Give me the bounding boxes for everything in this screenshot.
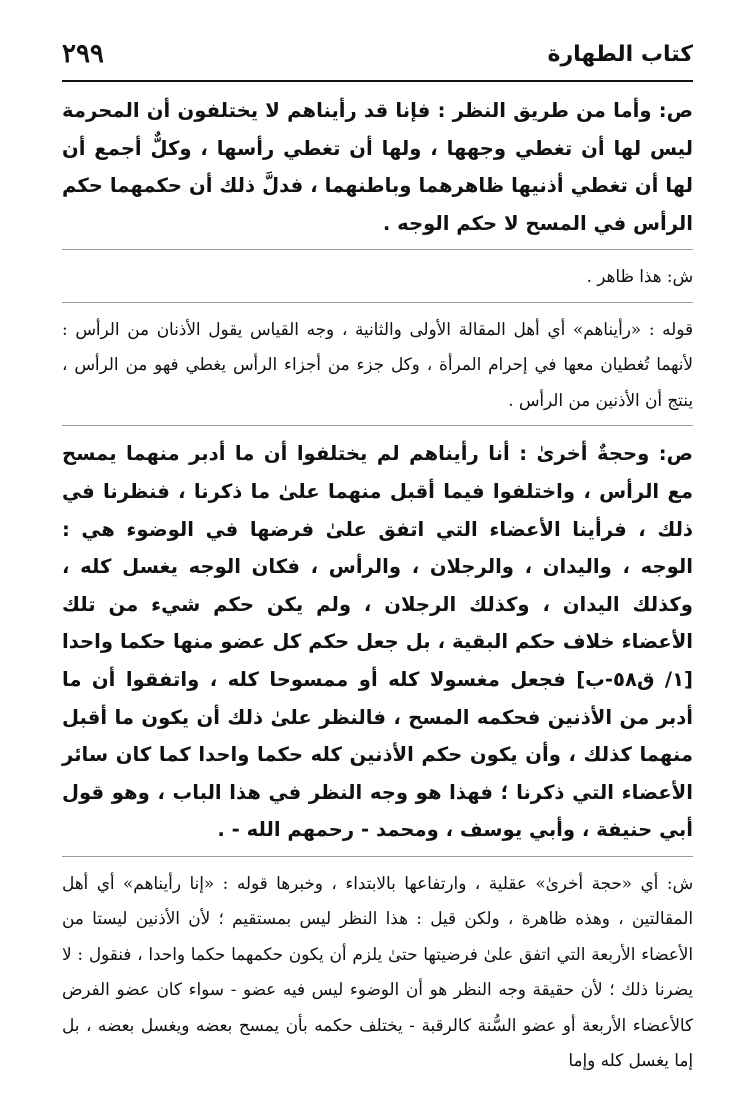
page-body [62,92,693,1079]
sharh-paragraph: ش: هذا ظاهر . [586,266,693,287]
matn-paragraph: ص: وحجةٌ أخرىٰ : أنا رأيناهم لم يختلفوا أن ما أدبر منهما يمسح مع الرأس ، واختلفوا فيما أقبل منهما علىٰ ما ذكرنا ، فنظرنا في ذلك ، فرأينا الأعضاء التي اتفق علىٰ فرضها في الوضوء هي : الوجه ، واليدان ، والرجلان ، والرأس ، فكان الوجه يغسل كله ، وكذلك اليدان ، وكذلك الرجلان ، ولم يكن حكم شيء من تلك الأعضاء خلاف حكم البقية ، بل جعل حكم كل عضو منها حكما واحدا [١/ ق٥٨-ب] فجعل مغسولا كله أو ممسوحا كله ، واتفقوا أن ما أدبر من الأذنين فحكمه المسح ، فالنظر علىٰ ذلك أن يكون ما أقبل منهما كذلك ، وأن يكون حكم الأذنين كله حكما واحدا كما كان سائر الأعضاء التي ذكرنا ؛ فهذا هو وجه النظر في هذا الباب ، وهو قول أبي حنيفة ، وأبي يوسف ، ومحمد - رحمهم الله - . [62,442,693,842]
section-divider [62,856,693,857]
page-header [62,34,693,82]
section-divider [62,425,693,426]
matn-paragraph: ص: وأما من طريق النظر : فإنا قد رأيناهم لا يختلفون أن المحرمة ليس لها أن تغطي وجهها ، ولها أن تغطي رأسها ، وكلٌّ أجمع أن لها أن تغطي أذنيها ظاهرهما وباطنهما ، فدلَّ ذلك أن حكمهما حكم الرأس في المسح لا حكم الوجه . [62,99,693,235]
running-title: كتاب الطهارة [547,42,693,67]
section-divider [62,249,693,250]
sharh-paragraph: ش: أي «حجة أخرىٰ» عقلية ، وارتفاعها بالابتداء ، وخبرها قوله : «إنا رأيناهم» أي أهل المقالتين ، وهذه ظاهرة ، ولكن قيل : هذا النظر ليس بمستقيم ؛ لأن الأذنين ليستا من الأعضاء الأربعة التي اتفق علىٰ فرضيتها حتىٰ يلزم أن يكون حكمهما حكما واحدا ، فنقول : لا يضرنا ذلك ؛ لأن حقيقة وجه النظر هو أن الوضوء ليس فيه عضو - سواء كان عضو الفرض كالأعضاء الأربعة أو عضو السُّنة كالرقبة - يختلف حكمه بأن يمسح بعضه ويغسل بعضه ، بل إما يغسل كله وإما [62,872,693,1071]
commentary-paragraph: قوله : «رأيناهم» أي أهل المقالة الأولى والثانية ، وجه القياس يقول الأذنان من الرأس : لأنهما تُغطيان معها في إحرام المرأة ، وكل جزء من أجزاء الرأس يغطي فهو من الرأس ، ينتج أن الأذنين من الرأس . [62,318,693,410]
page-number: ٢٩٩ [62,39,104,69]
section-divider [62,302,693,303]
